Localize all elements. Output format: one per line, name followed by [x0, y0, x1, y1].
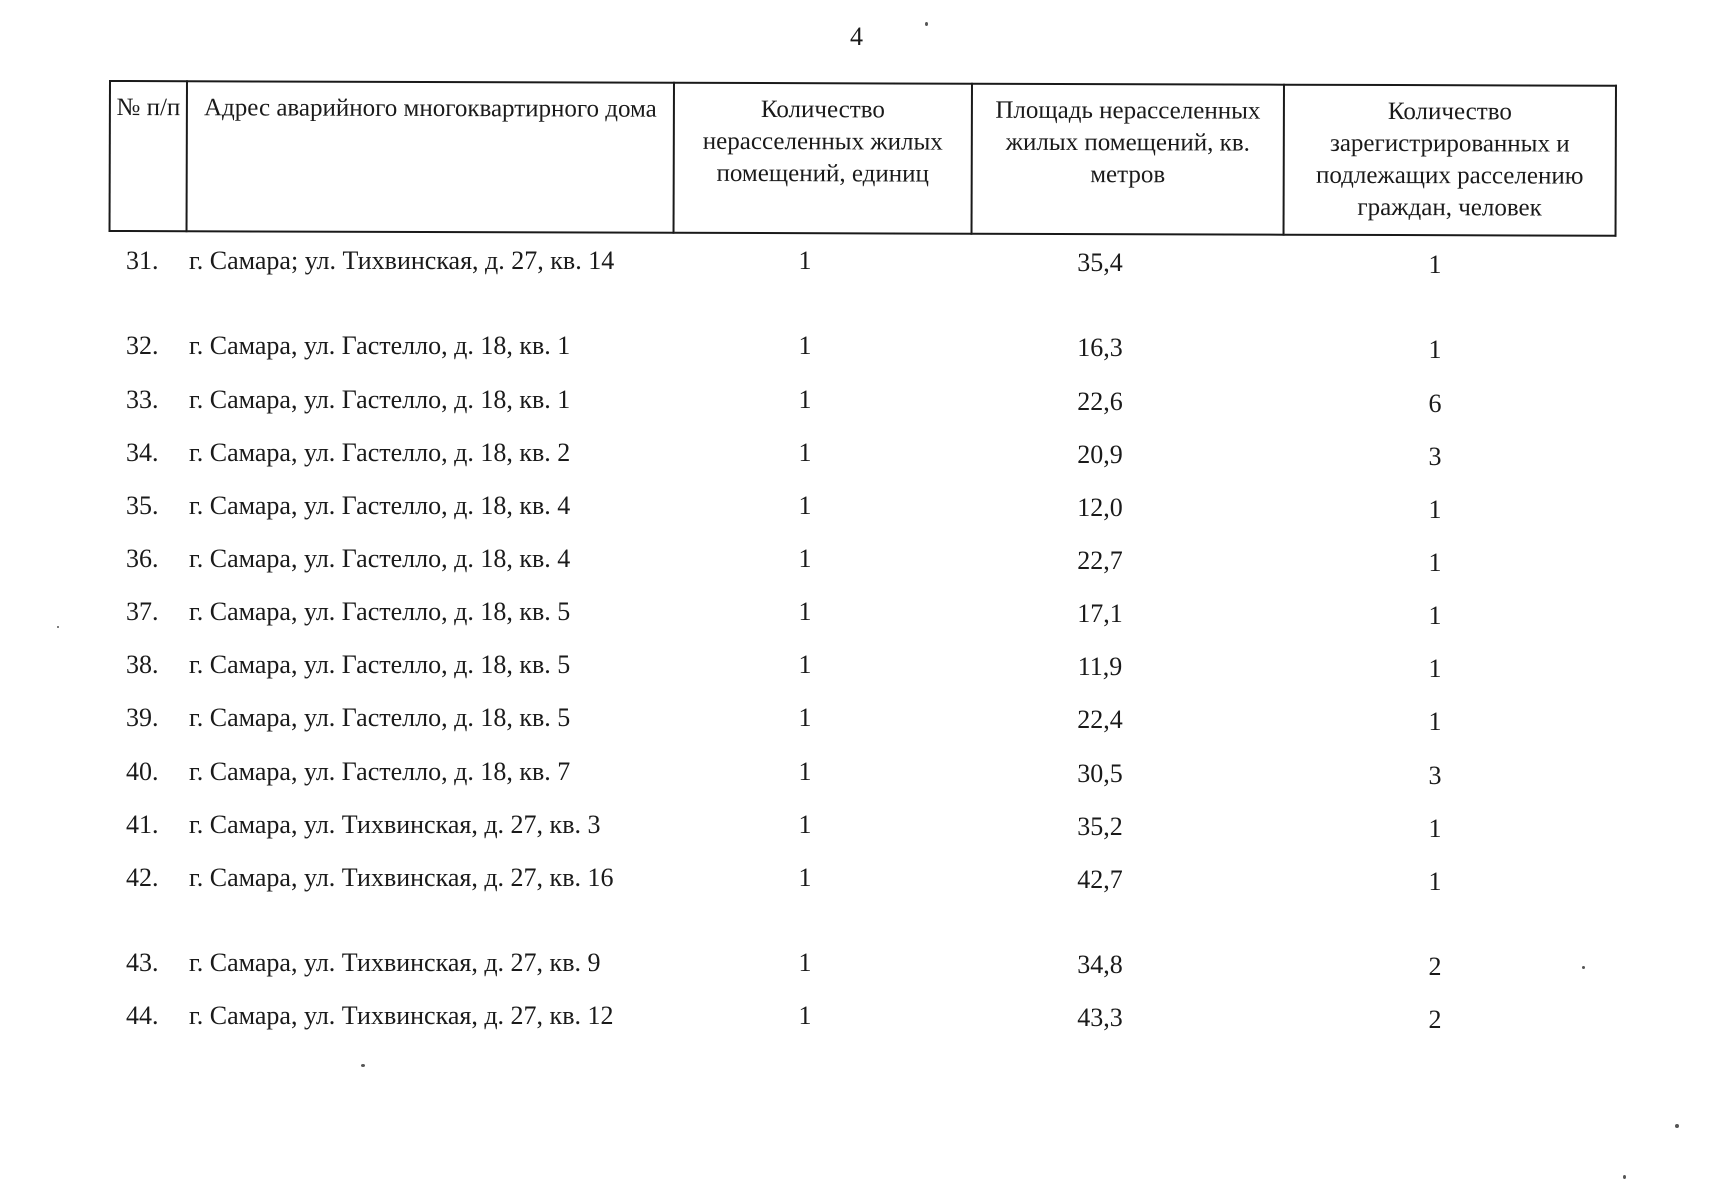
- row-people: 2: [1428, 1005, 1442, 1034]
- row-area: 35,2: [1077, 812, 1123, 841]
- row-number: 35.: [126, 491, 159, 520]
- row-people: 3: [1428, 442, 1442, 471]
- scan-speck: [361, 1064, 365, 1067]
- row-address: г. Самара, ул. Тихвинская, д. 27, кв. 3: [189, 810, 601, 839]
- row-address: г. Самара; ул. Тихвинская, д. 27, кв. 14: [189, 246, 615, 275]
- row-address: г. Самара, ул. Гастелло, д. 18, кв. 1: [189, 385, 571, 414]
- row-units: 1: [798, 863, 812, 892]
- row-area: 30,5: [1077, 759, 1123, 788]
- row-units: 1: [798, 703, 812, 732]
- row-people: 1: [1428, 867, 1442, 896]
- table-header: [109, 80, 1617, 237]
- scan-speck: [1623, 1175, 1626, 1179]
- row-number: 40.: [126, 757, 159, 786]
- row-people: 1: [1428, 335, 1442, 364]
- row-address: г. Самара, ул. Тихвинская, д. 27, кв. 9: [189, 948, 601, 977]
- row-people: 2: [1428, 952, 1442, 981]
- row-address: г. Самара, ул. Гастелло, д. 18, кв. 5: [189, 703, 571, 732]
- page-number: 4: [850, 22, 863, 51]
- header-address: Адрес аварийного многоквартирного дома: [187, 81, 674, 233]
- row-area: 12,0: [1077, 493, 1123, 522]
- row-number: 36.: [126, 544, 159, 573]
- row-units: 1: [798, 757, 812, 786]
- row-number: 39.: [126, 703, 159, 732]
- row-number: 32.: [126, 331, 159, 360]
- header-row: [110, 81, 1616, 236]
- header-area: Площадь нерасселенных жилых помещений, кв. метров: [972, 84, 1284, 235]
- row-units: 1: [798, 246, 812, 275]
- row-people: 1: [1428, 814, 1442, 843]
- scan-speck: [57, 626, 59, 628]
- row-units: 1: [798, 438, 812, 467]
- row-address: г. Самара, ул. Гастелло, д. 18, кв. 4: [189, 491, 571, 520]
- row-area: 34,8: [1077, 950, 1123, 979]
- row-number: 42.: [126, 863, 159, 892]
- row-units: 1: [798, 810, 812, 839]
- row-area: 42,7: [1077, 865, 1123, 894]
- row-people: 1: [1428, 495, 1442, 524]
- row-address: г. Самара, ул. Тихвинская, д. 27, кв. 16: [189, 863, 614, 892]
- row-address: г. Самара, ул. Тихвинская, д. 27, кв. 12: [189, 1001, 614, 1030]
- row-area: 43,3: [1077, 1003, 1123, 1032]
- row-area: 22,4: [1077, 705, 1123, 734]
- row-units: 1: [798, 650, 812, 679]
- row-units: 1: [798, 544, 812, 573]
- row-area: 22,6: [1077, 387, 1123, 416]
- row-address: г. Самара, ул. Гастелло, д. 18, кв. 4: [189, 544, 571, 573]
- header-people: Количество зарегистрированных и подлежащих расселению граждан, человек: [1284, 85, 1616, 236]
- row-number: 37.: [126, 597, 159, 626]
- scan-speck: [1675, 1124, 1679, 1128]
- row-people: 1: [1428, 601, 1442, 630]
- row-number: 43.: [126, 948, 159, 977]
- row-people: 1: [1428, 654, 1442, 683]
- row-units: 1: [798, 491, 812, 520]
- row-number: 41.: [126, 810, 159, 839]
- row-people: 1: [1428, 250, 1442, 279]
- row-area: 35,4: [1077, 248, 1123, 277]
- row-number: 44.: [126, 1001, 159, 1030]
- row-address: г. Самара, ул. Гастелло, д. 18, кв. 1: [189, 331, 571, 360]
- row-people: 6: [1428, 389, 1442, 418]
- row-units: 1: [798, 331, 812, 360]
- row-area: 16,3: [1077, 333, 1123, 362]
- row-address: г. Самара, ул. Гастелло, д. 18, кв. 7: [189, 757, 571, 786]
- row-people: 1: [1428, 707, 1442, 736]
- row-units: 1: [798, 1001, 812, 1030]
- scan-speck: [925, 22, 928, 26]
- row-area: 11,9: [1077, 652, 1123, 681]
- row-number: 33.: [126, 385, 159, 414]
- row-area: 22,7: [1077, 546, 1123, 575]
- row-number: 38.: [126, 650, 159, 679]
- row-units: 1: [798, 948, 812, 977]
- row-people: 1: [1428, 548, 1442, 577]
- row-address: г. Самара, ул. Гастелло, д. 18, кв. 5: [189, 597, 571, 626]
- row-units: 1: [798, 597, 812, 626]
- scan-speck: [1582, 966, 1585, 969]
- header-number: № п/п: [110, 81, 187, 231]
- header-units: Количество нерасселенных жилых помещений, единиц: [674, 83, 972, 234]
- row-address: г. Самара, ул. Гастелло, д. 18, кв. 2: [189, 438, 571, 467]
- row-people: 3: [1428, 761, 1442, 790]
- row-area: 20,9: [1077, 440, 1123, 469]
- row-address: г. Самара, ул. Гастелло, д. 18, кв. 5: [189, 650, 571, 679]
- row-area: 17,1: [1077, 599, 1123, 628]
- row-units: 1: [798, 385, 812, 414]
- row-number: 34.: [126, 438, 159, 467]
- row-number: 31.: [126, 246, 159, 275]
